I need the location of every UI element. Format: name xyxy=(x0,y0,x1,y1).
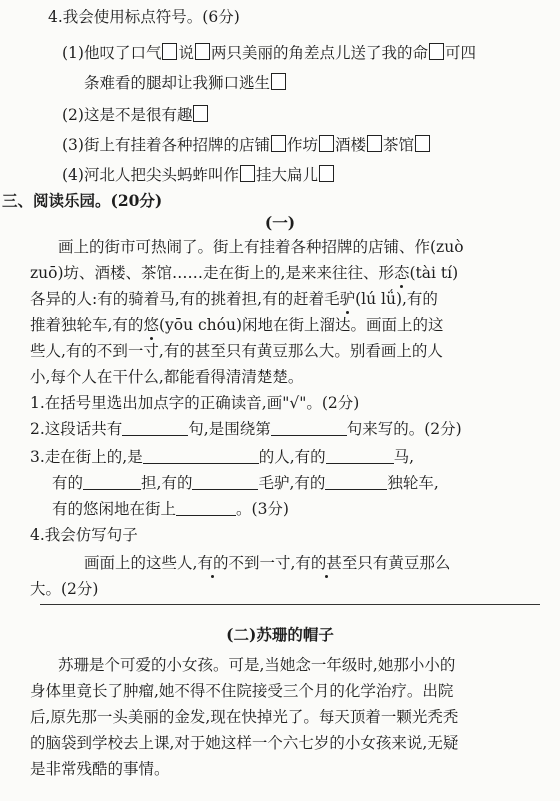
passage2-line5: 是非常残酷的事情。 xyxy=(30,760,170,778)
punctuation-box[interactable] xyxy=(195,43,210,60)
answer-line[interactable] xyxy=(40,604,540,605)
p1-q3-text-d: 有的 xyxy=(52,474,84,492)
passage2-line3: 后,原先那一头美丽的金发,现在快掉光了。每天顶着一颗光秃秃 xyxy=(30,708,459,726)
passage1-line4-a: 推着独轮车,有的 xyxy=(30,316,144,334)
p1-q3-text-g: 独轮车, xyxy=(387,474,439,492)
p1-q3-text-a: 3.走在街上的,是 xyxy=(30,448,143,466)
q4-item1-line2 xyxy=(84,72,287,94)
answer-blank[interactable] xyxy=(325,474,387,490)
section3-title: 三、阅读乐园。(20分) xyxy=(2,191,163,210)
q4-item3-text-d: 茶馆 xyxy=(383,136,415,154)
dotted-char: 态 xyxy=(393,264,410,282)
answer-blank[interactable] xyxy=(83,474,141,490)
pinyin-options[interactable]: (yōu chóu)闲地在街上溜达。画面上的这 xyxy=(158,316,444,334)
punctuation-box[interactable] xyxy=(415,135,430,152)
pinyin-options[interactable]: (tài tí) xyxy=(409,264,459,282)
p1-q2-text-c: 句来写的。(2分) xyxy=(346,420,462,438)
q4-item3-text-b: 作坊 xyxy=(286,136,318,154)
passage1-line4 xyxy=(30,314,444,336)
passage2-line2: 身体里竟长了肿瘤,她不得不住院接受三个月的化学治疗。出院 xyxy=(30,682,454,700)
p1-question3-line3 xyxy=(52,498,289,520)
p1-question1: 1.在括号里选出加点字的正确读音,画"√"。(2分) xyxy=(30,394,360,412)
answer-blank[interactable] xyxy=(326,448,394,464)
q4-item4 xyxy=(62,164,335,186)
punctuation-box[interactable] xyxy=(193,105,208,122)
punctuation-box[interactable] xyxy=(319,135,334,152)
punctuation-box[interactable] xyxy=(319,165,334,182)
passage1-line3-a: 各异的人:有的骑着马,有的挑着担,有的赶着毛 xyxy=(30,290,340,308)
answer-blank[interactable] xyxy=(271,420,347,436)
p1-q3-text-h: 有的悠闲地在街上 xyxy=(52,500,177,518)
p1-question3-line1 xyxy=(30,446,414,468)
q4-item3-text-c: 酒楼 xyxy=(334,136,366,154)
p1-question2 xyxy=(30,418,462,440)
passage1-line6: 小,每个人在干什么,都能看得清清楚楚。 xyxy=(30,368,304,386)
q4-item1-text-d: 可四 xyxy=(445,44,477,62)
pinyin-options[interactable]: (lú lǘ),有的 xyxy=(355,290,438,308)
p1-q2-text-a: 2.这段话共有 xyxy=(30,420,123,438)
punctuation-box[interactable] xyxy=(271,73,286,90)
p1-q4-text-c: 不到一寸, xyxy=(228,554,296,572)
q4-item2 xyxy=(62,104,209,126)
q4-item2-text: (2)这是不是很有趣 xyxy=(62,106,193,124)
p1-question4: 4.我会仿写句子 xyxy=(30,526,138,544)
q4-title: 4.我会使用标点符号。(6分) xyxy=(48,8,240,26)
passage1-line2 xyxy=(30,262,458,284)
p1-question3-line2 xyxy=(52,472,439,494)
p1-q4-text-e: 只有黄豆那么 xyxy=(357,554,451,572)
q4-item3 xyxy=(62,134,431,156)
dotted-text: 有的甚至 xyxy=(295,554,358,572)
punctuation-box[interactable] xyxy=(162,43,177,60)
dotted-text: 有的 xyxy=(197,554,229,572)
q4-item1-text-e: 条难看的腿却让我狮口逃生 xyxy=(84,74,271,92)
answer-blank[interactable] xyxy=(143,448,259,464)
p1-q3-text-e: 担,有的 xyxy=(141,474,193,492)
q4-item1-text-a: (1)他叹了口气 xyxy=(62,44,162,62)
passage1-line5: 些人,有的不到一寸,有的甚至只有黄豆那么大。别看画上的人 xyxy=(30,342,443,360)
punctuation-box[interactable] xyxy=(429,43,444,60)
passage1-line1: 画上的街市可热闹了。街上有挂着各种招牌的店铺、作(zuò xyxy=(58,238,464,256)
q4-item3-text-a: (3)街上有挂着各种招牌的店铺 xyxy=(62,136,270,154)
p1-q3-text-f: 毛驴,有的 xyxy=(258,474,326,492)
q4-item4-text-b: 挂大扁儿 xyxy=(255,166,318,184)
punctuation-box[interactable] xyxy=(271,135,286,152)
punctuation-box[interactable] xyxy=(367,135,382,152)
passage1-heading: (一) xyxy=(264,213,296,232)
answer-blank[interactable] xyxy=(176,500,236,516)
passage1-line2-a: zuō)坊、酒楼、茶馆……走在街上的,是来来往往、形 xyxy=(30,264,394,282)
dotted-char: 驴 xyxy=(339,290,356,308)
dotted-char: 悠 xyxy=(143,316,159,334)
punctuation-box[interactable] xyxy=(240,165,255,182)
passage2-line4: 的脑袋到学校去上课,对于她这样一个六七岁的小女孩来说,无疑 xyxy=(30,734,459,752)
p1-q4-text-a: 画面上的这些人, xyxy=(84,554,198,572)
p1-q4-sentence-line2: 大。(2分) xyxy=(30,580,99,598)
p1-q3-text-c: 马, xyxy=(393,448,415,466)
q4-item1-text-b: 说 xyxy=(178,44,194,62)
passage2-line1: 苏珊是个可爱的小女孩。可是,当她念一年级时,她那小小的 xyxy=(58,656,456,674)
answer-blank[interactable] xyxy=(192,474,258,490)
passage1-line3 xyxy=(30,288,438,310)
q4-item4-text-a: (4)河北人把尖头蚂蚱叫作 xyxy=(62,166,239,184)
p1-q3-text-i: 。(3分) xyxy=(236,500,289,518)
answer-blank[interactable] xyxy=(122,420,188,436)
passage2-heading: (二)苏珊的帽子 xyxy=(226,625,334,644)
p1-q4-sentence-line1 xyxy=(84,552,450,574)
p1-q3-text-b: 的人,有的 xyxy=(258,448,326,466)
p1-q2-text-b: 句,是围绕第 xyxy=(188,420,271,438)
q4-item1-text-c: 两只美丽的角差点儿送了我的命 xyxy=(210,44,428,62)
q4-item1-line1 xyxy=(62,42,476,64)
